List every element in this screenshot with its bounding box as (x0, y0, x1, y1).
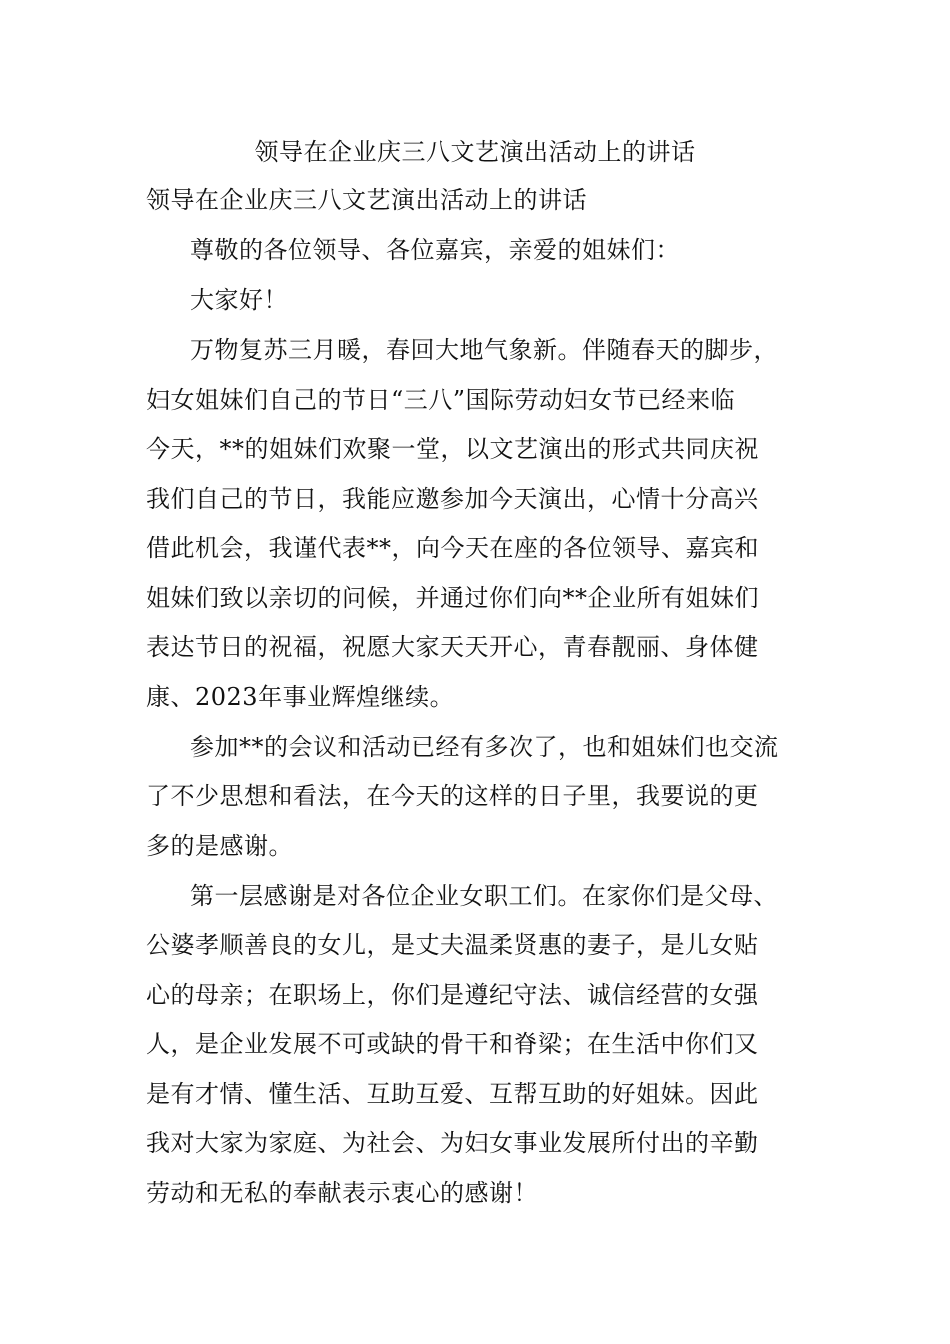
paragraph-line: 康、2023年事业辉煌继续。 (146, 683, 455, 711)
paragraph-line: 人，是企业发展不可或缺的骨干和脊梁；在生活中你们又 (146, 1030, 759, 1058)
paragraph-line: 是有才情、懂生活、互助互爱、互帮互助的好姐妹。因此 (146, 1080, 759, 1108)
hello-line: 大家好！ (190, 286, 288, 314)
paragraph-line: 我们自己的节日，我能应邀参加今天演出，心情十分高兴 (146, 485, 759, 513)
paragraph-line: 今天，**的姐妹们欢聚一堂，以文艺演出的形式共同庆祝 (146, 435, 759, 463)
paragraph-line: 我对大家为家庭、为社会、为妇女事业发展所付出的辛勤 (146, 1129, 759, 1157)
subtitle: 领导在企业庆三八文艺演出活动上的讲话 (146, 186, 587, 214)
paragraph-line: 万物复苏三月暖，春回大地气象新。伴随春天的脚步， (190, 336, 778, 364)
paragraph-line: 妇女姐妹们自己的节日“三八”国际劳动妇女节已经来临 (146, 386, 736, 414)
paragraph-line: 多的是感谢。 (146, 832, 293, 860)
paragraph-line: 参加**的会议和活动已经有多次了，也和姐妹们也交流 (190, 733, 779, 761)
paragraph-line: 表达节日的祝福，祝愿大家天天开心，青春靓丽、身体健 (146, 633, 759, 661)
paragraph-line: 姐妹们致以亲切的问候，并通过你们向**企业所有姐妹们 (146, 584, 759, 612)
paragraph-line: 公婆孝顺善良的女儿，是丈夫温柔贤惠的妻子，是儿女贴 (146, 931, 759, 959)
paragraph-line: 借此机会，我谨代表**，向今天在座的各位领导、嘉宾和 (146, 534, 759, 562)
paragraph-line: 心的母亲；在职场上，你们是遵纪守法、诚信经营的女强 (146, 981, 759, 1009)
paragraph-line: 劳动和无私的奉献表示衷心的感谢！ (146, 1179, 538, 1207)
paragraph-line: 第一层感谢是对各位企业女职工们。在家你们是父母、 (190, 882, 778, 910)
paragraph-line: 了不少思想和看法，在今天的这样的日子里，我要说的更 (146, 782, 759, 810)
document-title: 领导在企业庆三八文艺演出活动上的讲话 (254, 138, 696, 166)
greeting: 尊敬的各位领导、各位嘉宾，亲爱的姐妹们： (190, 236, 680, 264)
